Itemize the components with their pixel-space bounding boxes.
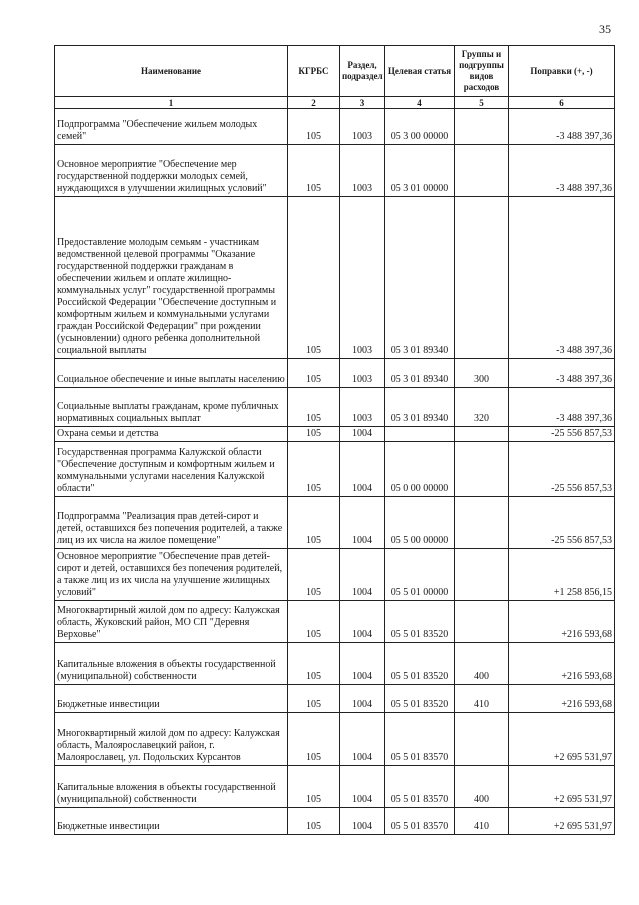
row-section: 1004 <box>340 442 385 497</box>
row-amount: +216 593,68 <box>509 685 615 713</box>
row-amount: +2 695 531,97 <box>509 713 615 766</box>
row-kgrbs: 105 <box>288 359 340 388</box>
table-row <box>55 549 615 601</box>
row-expense-group: 410 <box>455 808 509 835</box>
row-target-article <box>385 427 455 442</box>
row-section: 1004 <box>340 685 385 713</box>
table-row <box>55 109 615 145</box>
row-target-article: 05 5 01 83520 <box>385 685 455 713</box>
row-target-article: 05 5 01 83570 <box>385 766 455 808</box>
table-row <box>55 685 615 713</box>
row-kgrbs: 105 <box>288 685 340 713</box>
row-name: Основное мероприятие "Обеспечение мер государственной поддержки молодых семей, нуждающихся в улучшении жилищных условий" <box>55 145 288 197</box>
row-name: Бюджетные инвестиции <box>55 685 288 713</box>
row-name: Государственная программа Калужской области "Обеспечение доступным и комфортным жильем и коммунальными услугами населения Калужской области" <box>55 442 288 497</box>
row-kgrbs: 105 <box>288 766 340 808</box>
column-number: 2 <box>288 97 340 109</box>
header-name: Наименование <box>55 46 288 97</box>
row-kgrbs: 105 <box>288 442 340 497</box>
row-expense-group <box>455 197 509 359</box>
row-section: 1004 <box>340 497 385 549</box>
row-name: Капитальные вложения в объекты государственной (муниципальной) собственности <box>55 643 288 685</box>
row-name: Основное мероприятие "Обеспечение прав детей-сирот и детей, оставшихся без попечения родителей, а также лиц из их числа на улучшение жилищных условий" <box>55 549 288 601</box>
table-column-numbers-row <box>55 97 615 109</box>
row-section: 1004 <box>340 643 385 685</box>
table-row <box>55 601 615 643</box>
row-kgrbs: 105 <box>288 145 340 197</box>
row-amount: -3 488 397,36 <box>509 359 615 388</box>
table-header-row <box>55 46 615 97</box>
table-row <box>55 713 615 766</box>
row-section: 1003 <box>340 145 385 197</box>
row-target-article: 05 3 00 00000 <box>385 109 455 145</box>
row-kgrbs: 105 <box>288 643 340 685</box>
row-name: Капитальные вложения в объекты государственной (муниципальной) собственности <box>55 766 288 808</box>
row-name: Охрана семьи и детства <box>55 427 288 442</box>
row-expense-group <box>455 109 509 145</box>
row-name: Подпрограмма "Обеспечение жильем молодых семей" <box>55 109 288 145</box>
row-amount: +216 593,68 <box>509 601 615 643</box>
row-kgrbs: 105 <box>288 388 340 427</box>
header-section: Раздел, подраздел <box>340 46 385 97</box>
row-expense-group <box>455 549 509 601</box>
row-kgrbs: 105 <box>288 549 340 601</box>
row-kgrbs: 105 <box>288 197 340 359</box>
row-name: Социальные выплаты гражданам, кроме публичных нормативных социальных выплат <box>55 388 288 427</box>
table-row <box>55 766 615 808</box>
column-number: 4 <box>385 97 455 109</box>
row-expense-group: 300 <box>455 359 509 388</box>
row-expense-group: 320 <box>455 388 509 427</box>
row-name: Подпрограмма "Реализация прав детей-сирот и детей, оставшихся без попечения родителей, а также лиц из их числа на жилое помещение" <box>55 497 288 549</box>
budget-amendments-table <box>54 45 615 835</box>
row-target-article: 05 3 01 89340 <box>385 359 455 388</box>
table-row <box>55 643 615 685</box>
header-target-article: Целевая статья <box>385 46 455 97</box>
row-expense-group <box>455 442 509 497</box>
column-number: 3 <box>340 97 385 109</box>
row-expense-group <box>455 713 509 766</box>
row-amount: +1 258 856,15 <box>509 549 615 601</box>
row-kgrbs: 105 <box>288 497 340 549</box>
row-amount: +216 593,68 <box>509 643 615 685</box>
page-number: 35 <box>599 22 611 36</box>
table-row <box>55 497 615 549</box>
row-section: 1003 <box>340 197 385 359</box>
row-section: 1003 <box>340 109 385 145</box>
row-amount: -3 488 397,36 <box>509 197 615 359</box>
row-target-article: 05 5 01 83570 <box>385 808 455 835</box>
table-row <box>55 427 615 442</box>
row-expense-group: 410 <box>455 685 509 713</box>
row-expense-group: 400 <box>455 766 509 808</box>
row-target-article: 05 5 01 83520 <box>385 601 455 643</box>
row-kgrbs: 105 <box>288 109 340 145</box>
row-section: 1003 <box>340 388 385 427</box>
row-target-article: 05 5 01 83520 <box>385 643 455 685</box>
row-target-article: 05 3 01 89340 <box>385 197 455 359</box>
row-section: 1004 <box>340 713 385 766</box>
row-section: 1003 <box>340 359 385 388</box>
table-row <box>55 197 615 359</box>
row-target-article: 05 3 01 00000 <box>385 145 455 197</box>
row-target-article: 05 5 01 83570 <box>385 713 455 766</box>
table-row <box>55 442 615 497</box>
row-expense-group <box>455 427 509 442</box>
row-expense-group <box>455 145 509 197</box>
row-name: Социальное обеспечение и иные выплаты населению <box>55 359 288 388</box>
row-section: 1004 <box>340 427 385 442</box>
row-amount: -3 488 397,36 <box>509 145 615 197</box>
row-section: 1004 <box>340 601 385 643</box>
row-amount: -25 556 857,53 <box>509 442 615 497</box>
row-target-article: 05 3 01 89340 <box>385 388 455 427</box>
row-expense-group: 400 <box>455 643 509 685</box>
row-target-article: 05 5 01 00000 <box>385 549 455 601</box>
row-name: Многоквартирный жилой дом по адресу: Калужская область, Малоярославецкий район, г. Малоярославец, ул. Подольских Курсантов <box>55 713 288 766</box>
row-amount: +2 695 531,97 <box>509 808 615 835</box>
row-name: Многоквартирный жилой дом по адресу: Калужская область, Жуковский район, МО СП "Деревня Верховье" <box>55 601 288 643</box>
row-amount: -3 488 397,36 <box>509 109 615 145</box>
row-name: Предоставление молодым семьям - участникам ведомственной целевой программы "Оказание государственной поддержки гражданам в обеспечении жильем и оплате жилищно-коммунальных услуг" государственной программы Российской Федерации "Обеспечение доступным и комфортным жильем и коммунальными услугами граждан Российской Федерации" при рождении (усыновлении) одного ребенка дополнительной социальной выплаты <box>55 197 288 359</box>
row-amount: -25 556 857,53 <box>509 497 615 549</box>
row-name: Бюджетные инвестиции <box>55 808 288 835</box>
table-row <box>55 359 615 388</box>
row-kgrbs: 105 <box>288 601 340 643</box>
header-expense-group: Группы и подгруппы видов расходов <box>455 46 509 97</box>
row-kgrbs: 105 <box>288 713 340 766</box>
column-number: 5 <box>455 97 509 109</box>
header-amendments: Поправки (+, -) <box>509 46 615 97</box>
row-target-article: 05 0 00 00000 <box>385 442 455 497</box>
row-section: 1004 <box>340 549 385 601</box>
row-section: 1004 <box>340 766 385 808</box>
column-number: 1 <box>55 97 288 109</box>
row-kgrbs: 105 <box>288 808 340 835</box>
table-row <box>55 388 615 427</box>
row-expense-group <box>455 497 509 549</box>
row-expense-group <box>455 601 509 643</box>
row-amount: -3 488 397,36 <box>509 388 615 427</box>
row-target-article: 05 5 00 00000 <box>385 497 455 549</box>
row-amount: +2 695 531,97 <box>509 766 615 808</box>
row-section: 1004 <box>340 808 385 835</box>
table-row <box>55 145 615 197</box>
header-kgrbs: КГРБС <box>288 46 340 97</box>
table-row <box>55 808 615 835</box>
column-number: 6 <box>509 97 615 109</box>
row-kgrbs: 105 <box>288 427 340 442</box>
row-amount: -25 556 857,53 <box>509 427 615 442</box>
